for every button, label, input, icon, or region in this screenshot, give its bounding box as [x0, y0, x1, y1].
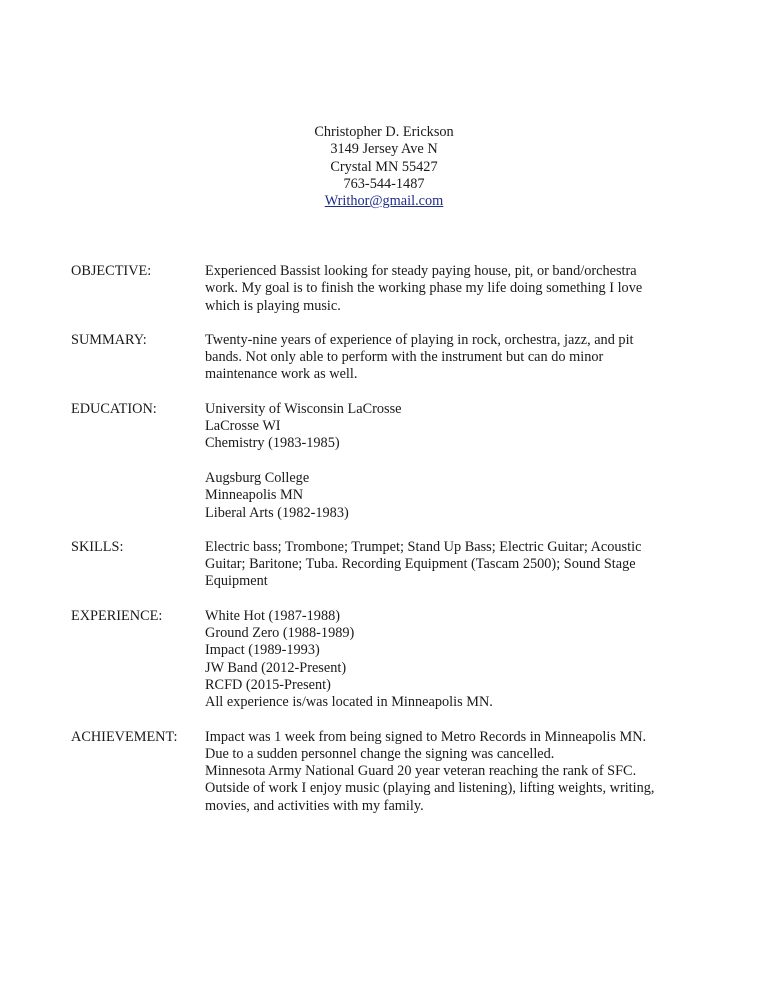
experience-section [71, 608, 711, 712]
experience-item: Ground Zero (1988-1989) [205, 625, 355, 642]
achievement-section [71, 729, 711, 815]
achievement-line: movies, and activities with my family. [205, 797, 424, 814]
education-label: EDUCATION: [71, 400, 157, 417]
summary-section [71, 332, 711, 384]
school-name: University of Wisconsin LaCrosse [205, 400, 402, 417]
skills-line: Electric bass; Trombone; Trumpet; Stand Up Bass; Electric Guitar; Acoustic [205, 538, 642, 555]
skills-content [205, 539, 711, 591]
skills-label: SKILLS: [71, 538, 124, 555]
achievement-line: Outside of work I enjoy music (playing and listening), lifting weights, writing, [205, 780, 655, 797]
school-location: LaCrosse WI [205, 418, 281, 435]
city-state-zip: Crystal MN 55427 [330, 158, 438, 175]
skills-line: Equipment [205, 573, 268, 590]
education-content [205, 401, 711, 522]
experience-item: RCFD (2015-Present) [205, 676, 331, 693]
school-name: Augsburg College [205, 469, 310, 486]
education-section [71, 401, 711, 522]
summary-content [205, 332, 711, 384]
summary-line: maintenance work as well. [205, 366, 358, 383]
objective-line: work. My goal is to finish the working phase my life doing something I love [205, 280, 643, 297]
experience-item: JW Band (2012-Present) [205, 659, 347, 676]
school-location: Minneapolis MN [205, 487, 304, 504]
experience-content [205, 608, 711, 712]
school-study: Liberal Arts (1982-1983) [205, 504, 349, 521]
school-study: Chemistry (1983-1985) [205, 435, 340, 452]
achievement-line: Minnesota Army National Guard 20 year veteran reaching the rank of SFC. [205, 763, 637, 780]
phone-number: 763-544-1487 [343, 175, 425, 192]
experience-note: All experience is/was located in Minneapolis MN. [205, 694, 493, 711]
experience-label: EXPERIENCE: [71, 607, 163, 624]
contact-header [284, 124, 484, 210]
achievement-content [205, 729, 711, 815]
resume-sections [71, 263, 711, 832]
objective-content [205, 263, 711, 315]
skills-section [71, 539, 711, 591]
applicant-name: Christopher D. Erickson [314, 124, 454, 140]
achievement-line: Impact was 1 week from being signed to Metro Records in Minneapolis MN. [205, 728, 647, 745]
objective-line: which is playing music. [205, 297, 341, 314]
school-spacer [205, 453, 711, 470]
email-link[interactable]: Writhor@gmail.com [324, 193, 444, 210]
achievement-line: Due to a sudden personnel change the signing was cancelled. [205, 745, 555, 762]
achievement-label: ACHIEVEMENT: [71, 728, 178, 745]
summary-label: SUMMARY: [71, 331, 147, 348]
experience-item: Impact (1989-1993) [205, 642, 320, 659]
objective-section [71, 263, 711, 315]
experience-item: White Hot (1987-1988) [205, 607, 340, 624]
summary-line: Twenty-nine years of experience of playing in rock, orchestra, jazz, and pit [205, 331, 634, 348]
objective-label: OBJECTIVE: [71, 263, 152, 279]
summary-line: bands. Not only able to perform with the instrument but can do minor [205, 349, 604, 366]
street-address: 3149 Jersey Ave N [330, 141, 438, 158]
objective-line: Experienced Bassist looking for steady paying house, pit, or band/orchestra [205, 263, 637, 279]
skills-line: Guitar; Baritone; Tuba. Recording Equipment (Tascam 2500); Sound Stage [205, 556, 636, 573]
